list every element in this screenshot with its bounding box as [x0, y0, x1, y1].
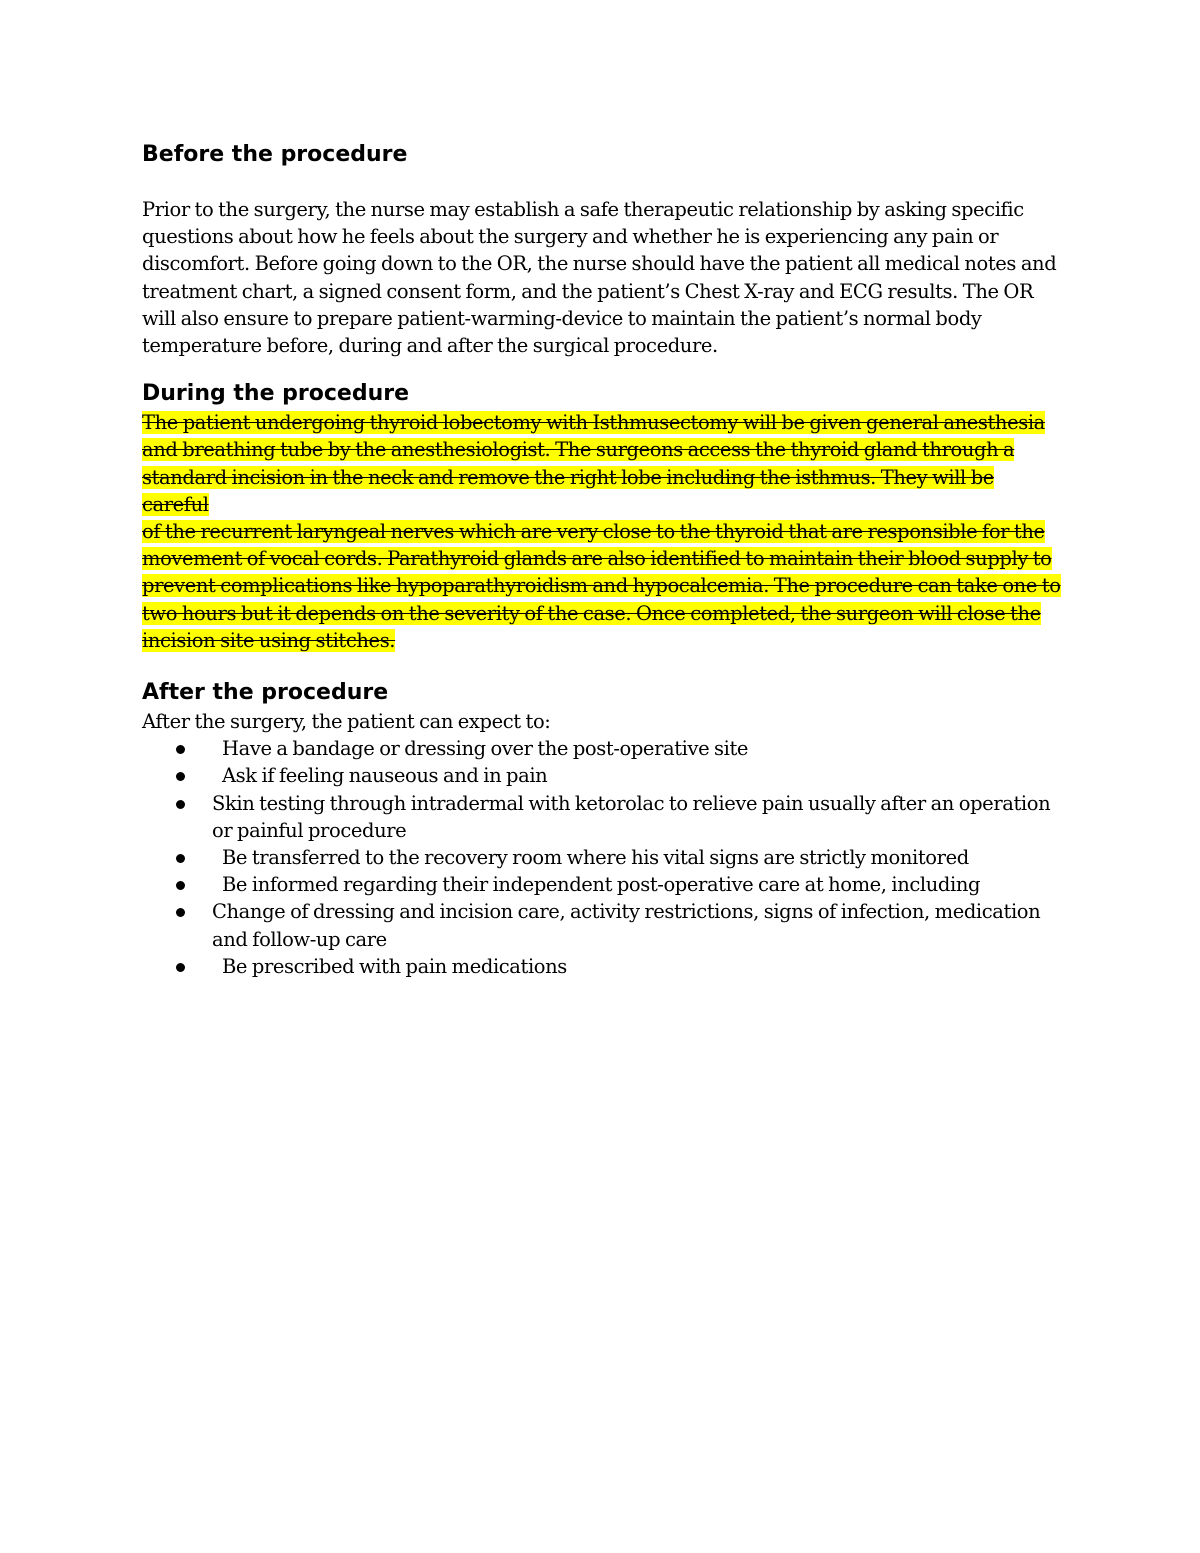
- document-content: [142, 140, 1062, 980]
- paragraph-during-procedure-1: [142, 409, 1062, 518]
- list-item-text: Have a bandage or dressing over the post-operative site: [222, 737, 749, 761]
- bullet-icon: [176, 800, 185, 809]
- list-item-text: Change of dressing and incision care, activity restrictions, signs of infection, medication and follow-up care: [212, 900, 1041, 951]
- paragraph-after-intro: After the surgery, the patient can expect to:: [142, 710, 551, 734]
- list-item-text: Be prescribed with pain medications: [222, 954, 567, 978]
- list-item-text: Ask if feeling nauseous and in pain: [222, 764, 548, 788]
- list-item: [142, 871, 1062, 898]
- after-procedure-list: [142, 735, 1062, 980]
- list-item: [142, 735, 1062, 762]
- bullet-icon: [176, 772, 185, 781]
- list-item-text: Be informed regarding their independent post-operative care at home, including: [222, 873, 981, 897]
- heading-during-procedure: During the procedure: [142, 381, 409, 407]
- list-item: [142, 844, 1062, 871]
- list-item: [142, 898, 1062, 952]
- list-item-text: Skin testing through intradermal with ketorolac to relieve pain usually after an operation or painful procedure: [212, 791, 1051, 842]
- heading-before-procedure: Before the procedure: [142, 142, 408, 167]
- highlighted-deleted-text-1: The patient undergoing thyroid lobectomy with Isthmusectomy will be given general anesthesia and breathing tube by the anesthesiologist. The surgeons access the thyroid gland through a standard incision in the neck and remove the right lobe including the isthmus. They will be careful: [142, 411, 1045, 516]
- bullet-icon: [176, 854, 185, 863]
- list-item-text: Be transferred to the recovery room where his vital signs are strictly monitored: [222, 846, 969, 870]
- heading-after-procedure: After the procedure: [142, 680, 389, 706]
- bullet-icon: [176, 963, 185, 972]
- bullet-icon: [176, 908, 185, 917]
- bullet-icon: [176, 745, 185, 754]
- list-item: [142, 790, 1062, 844]
- list-item: [142, 762, 1062, 789]
- bullet-icon: [176, 881, 185, 890]
- list-item: [142, 953, 1062, 980]
- highlighted-deleted-text-2: of the recurrent laryngeal nerves which are very close to the thyroid that are responsible for the movement of vocal cords. Parathyroid glands are also identified to maintain their blood supply to prevent complications like hypoparathyroidism and hypocalcemia. The procedure can take one to two hours but it depends on the severity of the case. Once completed, the surgeon will close the incision site using stitches.: [142, 520, 1061, 652]
- paragraph-before-procedure: Prior to the surgery, the nurse may establish a safe therapeutic relationship by asking specific questions about how he feels about the surgery and whether he is experiencing any pain or discomfort. Before going down to the OR, the nurse should have the patient all medical notes and treatment chart, a signed consent form, and the patient’s Chest X-ray and ECG results. The OR will also ensure to prepare patient-warming-device to maintain the patient’s normal body temperature before, during and after the surgical procedure.: [142, 198, 1057, 358]
- paragraph-during-procedure-2: [142, 518, 1062, 654]
